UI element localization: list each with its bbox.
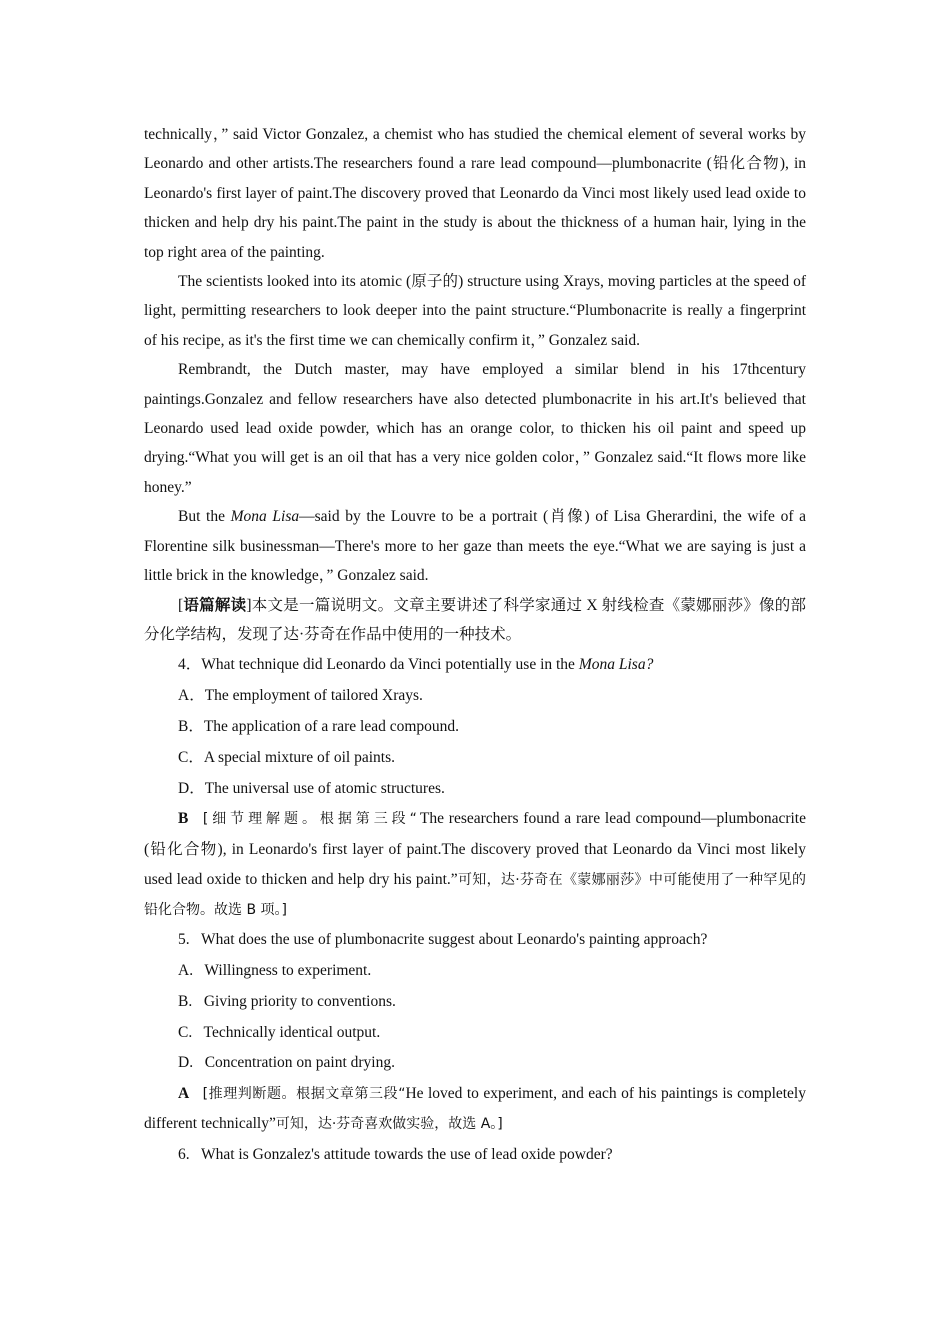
- summary-text: ]本文是一篇说明文。文章主要讲述了科学家通过 X 射线检查《蒙娜丽莎》像的部分化学结构，发现了达·芬奇在作品中使用的一种技术。: [144, 596, 806, 643]
- question-5-answer: A: [178, 1085, 190, 1103]
- question-5-option-a: A. Willingness to experiment.: [178, 961, 372, 979]
- paragraph-3: Rembrandt, the Dutch master, may have employed a similar blend in his 17thcentury paintings.Gonzalez and fellow researchers have also detected plumbonacrite in his art.It's believed that Leonardo used lead oxide powder, which has an orange color, to thicken his oil paint and speed up drying.“What you will get is an oil that has a very nice golden color，” Gonzalez said.“It flows more like honey.”: [144, 361, 806, 496]
- question-5-explain-body: He loved to experiment, and each of his paintings is completely different technically”: [144, 1085, 806, 1133]
- question-4-explain-head: [细节理解题。根据第三段“: [202, 811, 420, 828]
- question-4-option-d: D．The universal use of atomic structures.: [178, 779, 445, 797]
- question-4-stem-text: 4．What technique did Leonardo da Vinci potentially use in the: [178, 656, 579, 674]
- mona-lisa-title: Mona Lisa: [230, 508, 300, 526]
- paragraph-4: [144, 502, 806, 590]
- question-4-option-c: C．A special mixture of oil paints.: [178, 748, 395, 766]
- question-5-explanation: [144, 1079, 806, 1139]
- paragraph-1: technically，” said Victor Gonzalez, a chemist who has studied the chemical element of several works by Leonardo and other artists.The researchers found a rare lead compound—plumbonacrite (铅化合物), in Leonardo's first layer of paint.The discovery proved that Leonardo da Vinci most likely used lead oxide to thicken and help dry his paint.The paint in the study is about the thickness of a human hair, lying in the top right area of the painting.: [144, 126, 806, 261]
- document-page: [144, 120, 806, 1170]
- question-5-stem: 5. What does the use of plumbonacrite suggest about Leonardo's painting approach?: [178, 931, 708, 949]
- paragraph-4-pre: But the: [178, 508, 231, 526]
- question-4-stem-italic: Mona Lisa?: [578, 656, 654, 674]
- question-4-explanation: [144, 804, 806, 925]
- question-5-explain-tail: 可知，达·芬奇喜欢做实验，故选 A。]: [275, 1116, 503, 1133]
- question-4-answer: B: [178, 810, 189, 828]
- question-5-option-d: D. Concentration on paint drying.: [178, 1054, 395, 1072]
- question-4-explain-tail: 可知，达·芬奇在《蒙娜丽莎》中可能使用了一种罕见的铅化合物。故选 B 项。]: [144, 871, 807, 918]
- question-4-option-b: B．The application of a rare lead compound.: [178, 717, 460, 735]
- paragraph-4-post: —said by the Louvre to be a portrait (肖像) of Lisa Gherardini, the wife of a Florentine silk businessman—There's more to her gaze than meets the eye.“What we are saying is just a little brick in the knowledge，” Gonzalez said.: [144, 508, 806, 585]
- question-6-stem: 6. What is Gonzalez's attitude towards the use of lead oxide powder?: [178, 1145, 613, 1163]
- summary-open-bracket: [: [178, 596, 184, 614]
- passage-summary: [144, 591, 806, 650]
- question-5-explain-head: [推理判断题。根据文章第三段“: [202, 1086, 406, 1103]
- summary-label: 语篇解读: [183, 596, 247, 614]
- question-4-stem: [144, 650, 806, 681]
- question-4-option-a: A．The employment of tailored Xrays.: [178, 687, 423, 705]
- question-4-explain-body: The researchers found a rare lead compound—plumbonacrite (铅化合物), in Leonardo's first layer of paint.The discovery proved that Leonardo da Vinci most likely used lead oxide to thicken and help dry his paint.”: [144, 810, 806, 888]
- question-5-option-c: C. Technically identical output.: [178, 1023, 381, 1041]
- question-5-option-b: B. Giving priority to conventions.: [178, 992, 396, 1010]
- paragraph-2: The scientists looked into its atomic (原子的) structure using Xrays, moving particles at the speed of light, permitting researchers to look deeper into the paint structure.“Plumbonacrite is really a fingerprint of his recipe, as it's the first time we can chemically confirm it，” Gonzalez said.: [144, 273, 806, 349]
